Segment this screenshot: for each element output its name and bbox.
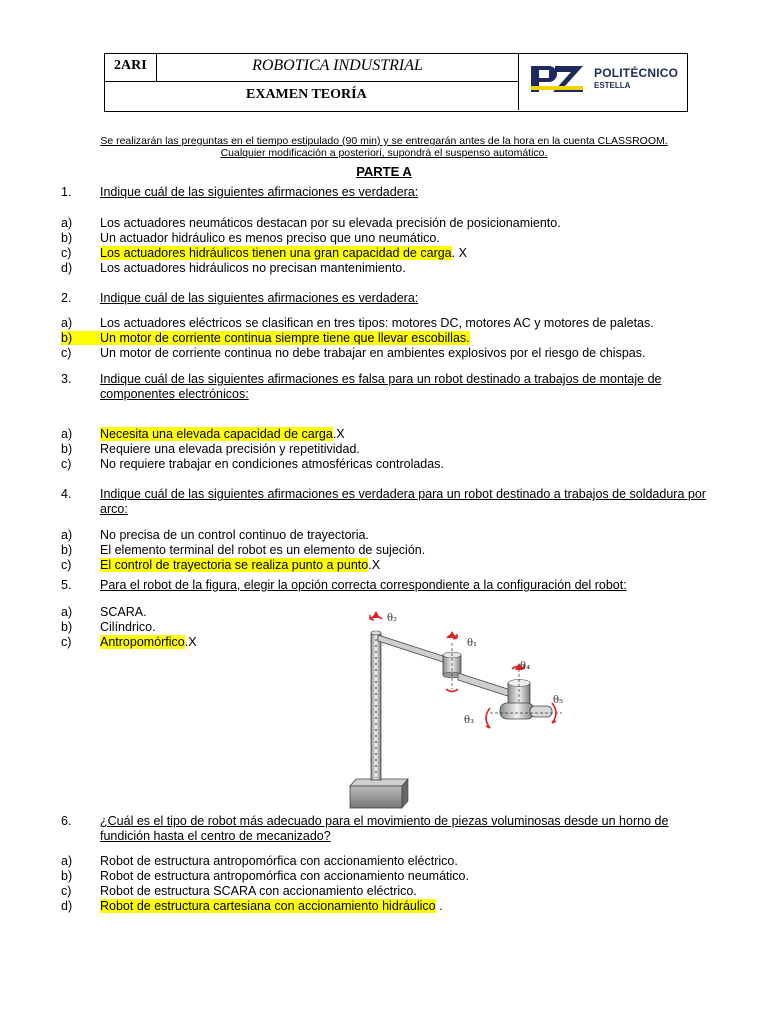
option-letter: d): [61, 899, 73, 913]
answer-mark: .X: [368, 558, 381, 572]
option-text: Los actuadores eléctricos se clasifican en tres tipos: motores DC, motores AC y motores de paletas.: [100, 316, 654, 330]
question-5: [61, 578, 721, 593]
option-letter: a): [61, 316, 73, 330]
q1-option-b: [61, 231, 440, 246]
q6-option-d: [61, 899, 443, 914]
theta-1-label: θ₁: [467, 638, 478, 649]
q2-option-b: [61, 331, 470, 346]
subject-title: ROBOTICA INDUSTRIAL: [157, 54, 518, 82]
option-text: El elemento terminal del robot es un elemento de sujeción.: [100, 543, 426, 557]
robot-arm-figure: [340, 603, 590, 811]
option-letter: c): [61, 884, 72, 898]
question-text: Indique cuál de las siguientes afirmaciones es verdadera:: [100, 185, 419, 199]
question-text: Para el robot de la figura, elegir la opción correcta correspondiente a la configuración del robot:: [100, 578, 627, 592]
highlighted-answer: El control de trayectoria se realiza punto a punto: [100, 558, 369, 572]
exam-title: EXAMEN TEORÍA: [246, 87, 367, 102]
option-text: Robot de estructura antropomórfica con accionamiento eléctrico.: [100, 854, 458, 868]
option-text: Requiere una elevada precisión y repetitividad.: [100, 442, 360, 456]
option-text: Un actuador hidráulico es menos preciso que uno neumático.: [100, 231, 440, 245]
option-letter: c): [61, 558, 72, 572]
notice-line-1: Se realizarán las preguntas en el tiempo estipulado (90 min) y se entregarán antes de la hora en la cuenta CLASSROOM.: [100, 135, 668, 147]
question-6: [61, 814, 721, 844]
q5-option-b: [61, 620, 156, 635]
q5-option-a: [61, 605, 147, 620]
option-letter: b): [61, 869, 73, 883]
question-text: ¿Cuál es el tipo de robot más adecuado para el movimiento de piezas voluminosas desde un horno de fundición hasta el centro de mecanizado?: [100, 814, 669, 843]
answer-mark: .X: [184, 635, 197, 649]
q3-option-a: [61, 427, 345, 442]
highlighted-answer: Los actuadores hidráulicos tienen una gran capacidad de carga: [100, 246, 452, 260]
q4-option-c: [61, 558, 380, 573]
question-text: Indique cuál de las siguientes afirmaciones es verdadera para un robot destinado a trabajos de soldadura por arco:: [100, 487, 706, 516]
answer-mark: .X: [332, 427, 345, 441]
option-letter: b): [61, 442, 73, 456]
option-letter: c): [61, 346, 72, 360]
option-text: Robot de estructura SCARA con accionamiento eléctrico.: [100, 884, 417, 898]
answer-mark: . X: [451, 246, 467, 260]
option-letter: c): [61, 246, 72, 260]
option-letter: c): [61, 635, 72, 649]
q3-option-c: [61, 457, 444, 472]
option-text: SCARA.: [100, 605, 147, 619]
theta-4-label: θ₄: [520, 661, 531, 672]
option-letter: a): [61, 216, 73, 230]
highlighted-answer: Necesita una elevada capacidad de carga: [100, 427, 333, 441]
answer-mark: .: [435, 899, 443, 913]
question-1: [61, 185, 721, 200]
option-text: Un motor de corriente continua no debe trabajar en ambientes explosivos por el riesgo de chispas.: [100, 346, 646, 360]
logo-text-estella: ESTELLA: [594, 81, 631, 90]
q6-option-b: [61, 869, 469, 884]
highlighted-answer: Un motor de corriente continua siempre tiene que llevar escobillas.: [100, 331, 470, 345]
question-3: [61, 372, 721, 402]
option-text: Los actuadores neumáticos destacan por su elevada precisión de posicionamiento.: [100, 216, 561, 230]
theta-2-label: θ₂: [387, 613, 398, 624]
option-text: Los actuadores hidráulicos no precisan mantenimiento.: [100, 261, 406, 275]
question-text: Indique cuál de las siguientes afirmaciones es falsa para un robot destinado a trabajos de montaje de componentes electrónicos:: [100, 372, 662, 401]
q2-option-a: [61, 316, 654, 331]
option-letter: a): [61, 528, 73, 542]
option-letter: a): [61, 605, 73, 619]
q2-option-c: [61, 346, 645, 361]
option-text: No precisa de un control continuo de trayectoria.: [100, 528, 369, 542]
option-text: Cilíndrico.: [100, 620, 156, 634]
option-letter: a): [61, 427, 73, 441]
option-letter: b): [61, 231, 73, 245]
q1-option-a: [61, 216, 561, 231]
question-number: 3.: [61, 372, 72, 386]
option-text: Robot de estructura antropomórfica con accionamiento neumático.: [100, 869, 469, 883]
q4-option-b: [61, 543, 425, 558]
option-letter: d): [61, 261, 73, 275]
theta-5-label: θ₅: [553, 695, 564, 706]
q5-option-c: [61, 635, 197, 650]
politecnico-logo-icon: [529, 62, 587, 94]
logo-text-politecnico: POLITÉCNICO: [594, 66, 679, 80]
option-letter: a): [61, 854, 73, 868]
notice-line-2: Cualquier modificación a posteriori, supondrá el suspenso automático.: [220, 147, 548, 159]
highlighted-answer: Robot de estructura cartesiana con accionamiento hidráulico: [100, 899, 436, 913]
option-letter: b): [61, 620, 73, 634]
question-number: 4.: [61, 487, 72, 501]
q4-option-a: [61, 528, 369, 543]
question-text: Indique cuál de las siguientes afirmaciones es verdadera:: [100, 291, 419, 305]
question-number: 1.: [61, 185, 72, 199]
q1-option-d: [61, 261, 406, 276]
q1-option-c: [61, 246, 467, 261]
course-code: 2ARI: [105, 54, 157, 82]
question-4: [61, 487, 721, 517]
option-letter: b): [61, 543, 73, 557]
option-text: No requiere trabajar en condiciones atmosféricas controladas.: [100, 457, 444, 471]
option-letter: c): [61, 457, 72, 471]
exam-header-table: [104, 53, 688, 112]
section-title: PARTE A: [356, 164, 412, 179]
theta-3-label: θ₃: [464, 715, 475, 726]
question-2: [61, 291, 721, 306]
option-letter: b): [61, 331, 73, 345]
q6-option-c: [61, 884, 417, 899]
question-number: 6.: [61, 814, 72, 828]
question-number: 5.: [61, 578, 72, 592]
q3-option-b: [61, 442, 360, 457]
question-number: 2.: [61, 291, 72, 305]
school-logo: [518, 54, 687, 110]
highlighted-answer: Antropomórfico: [100, 635, 185, 649]
q6-option-a: [61, 854, 458, 869]
